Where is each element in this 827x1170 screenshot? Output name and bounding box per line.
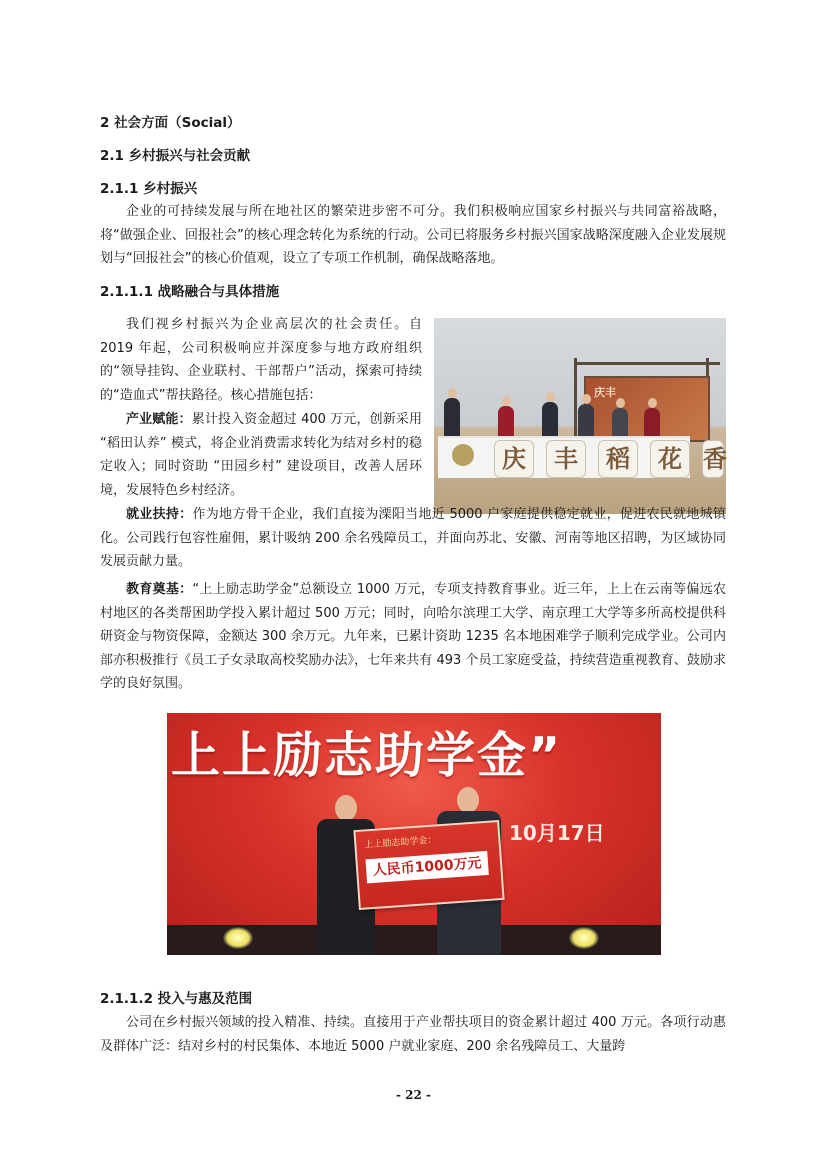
employment-paragraph [100, 503, 726, 574]
spotlight [569, 927, 599, 949]
person-head [616, 398, 625, 408]
person-head [457, 787, 479, 813]
person-head [582, 394, 591, 404]
person-head [335, 795, 357, 821]
table-character: 香 [702, 440, 724, 478]
scholarship-photo [167, 713, 661, 955]
person [498, 406, 514, 438]
industry-label: 产业赋能： [126, 412, 192, 427]
person [542, 402, 558, 438]
heading-social: 2 社会方面（Social） [100, 115, 241, 131]
person-head [502, 396, 511, 406]
industry-paragraph [100, 408, 422, 502]
reach-paragraph: 公司在乡村振兴领域的投入精准、持续。直接用于产业帮扶项目的资金累计超过 400 万元。各项行动惠及群体广泛：结对乡村的村民集体、本地近 5000 户就业家庭、200 余名残障员工、大量跨 [100, 1015, 726, 1054]
ceremony-photo [434, 318, 726, 514]
table-character: 花 [650, 440, 690, 478]
heading-strategy-measures: 2.1.1.1 战略融合与具体措施 [100, 284, 280, 300]
banner-text: 上上励志助学金” [171, 727, 563, 784]
person-head [648, 398, 657, 408]
person [644, 408, 660, 438]
employment-label: 就业扶持： [126, 507, 193, 522]
event-date: 10月17日 [509, 821, 605, 845]
person [578, 404, 594, 438]
person [612, 408, 628, 438]
employment-text: 作为地方骨干企业，我们直接为溧阳当地近 5000 户家庭提供稳定就业，促进农民就地城镇化。公司践行包容性雇佣，累计吸纳 200 余名残障员工，并面向苏北、安徽、河南等地区招聘，为区域协同发展贡献力量。 [100, 507, 726, 569]
backdrop-text: 庆丰 [594, 386, 616, 399]
person-head [546, 392, 555, 402]
page-number: - 22 - [395, 1088, 431, 1102]
table-character: 丰 [546, 440, 586, 478]
check-title: 上上励志助学金： [364, 835, 437, 851]
person-head [448, 388, 457, 398]
strategy-paragraph: 我们视乡村振兴为企业高层次的社会责任。自 2019 年起，公司积极响应并深度参与地方政府组织的“领导挂钩、企业联村、干部帮户”活动，探索可持续的“造血式”帮扶路径。核心措施包括： [100, 317, 422, 403]
heading-rural-revitalization-contribution: 2.1 乡村振兴与社会贡献 [100, 148, 251, 164]
education-label: 教育奠基： [126, 582, 193, 597]
spotlight [223, 927, 253, 949]
donation-check-board [353, 820, 504, 910]
heading-investment-reach: 2.1.1.2 投入与惠及范围 [100, 991, 253, 1007]
person [444, 398, 460, 438]
industry-text: 累计投入资金超过 400 万元，创新采用 “稻田认养” 模式，将企业消费需求转化为结对乡村的稳定收入；同时资助 “田园乡村” 建设项目，改善人居环境，发展特色乡村经济。 [100, 412, 422, 498]
arch-beam [574, 362, 720, 365]
education-paragraph [100, 578, 726, 696]
table-character: 稻 [598, 440, 638, 478]
flower-decoration [452, 444, 474, 466]
education-text: “上上励志助学金”总额设立 1000 万元，专项支持教育事业。近三年，上上在云南等偏远农村地区的各类帮困助学投入累计超过 500 万元；同时，向哈尔滨理工大学、南京理工大学等多所高校提供科研资金与物资保障，金额达 300 余万元。九年来，已累计资助 1235 名本地困难学子顺利完成学业。公司内部亦积极推行《员工子女录取高校奖励办法》，七年来共有 493 个员工家庭受益，持续营造重视教育、鼓励求学的良好氛围。 [100, 582, 726, 691]
heading-rural-revitalization: 2.1.1 乡村振兴 [100, 181, 198, 197]
table-character: 庆 [494, 440, 534, 478]
intro-paragraph: 企业的可持续发展与所在地社区的繁荣进步密不可分。我们积极响应国家乡村振兴与共同富裕战略，将“做强企业、回报社会”的核心理念转化为系统的行动。公司已将服务乡村振兴国家战略深度融入企业发展规划与“回报社会”的核心价值观，设立了专项工作机制，确保战略落地。 [100, 204, 726, 266]
check-amount: 人民币1000万元 [365, 851, 488, 883]
